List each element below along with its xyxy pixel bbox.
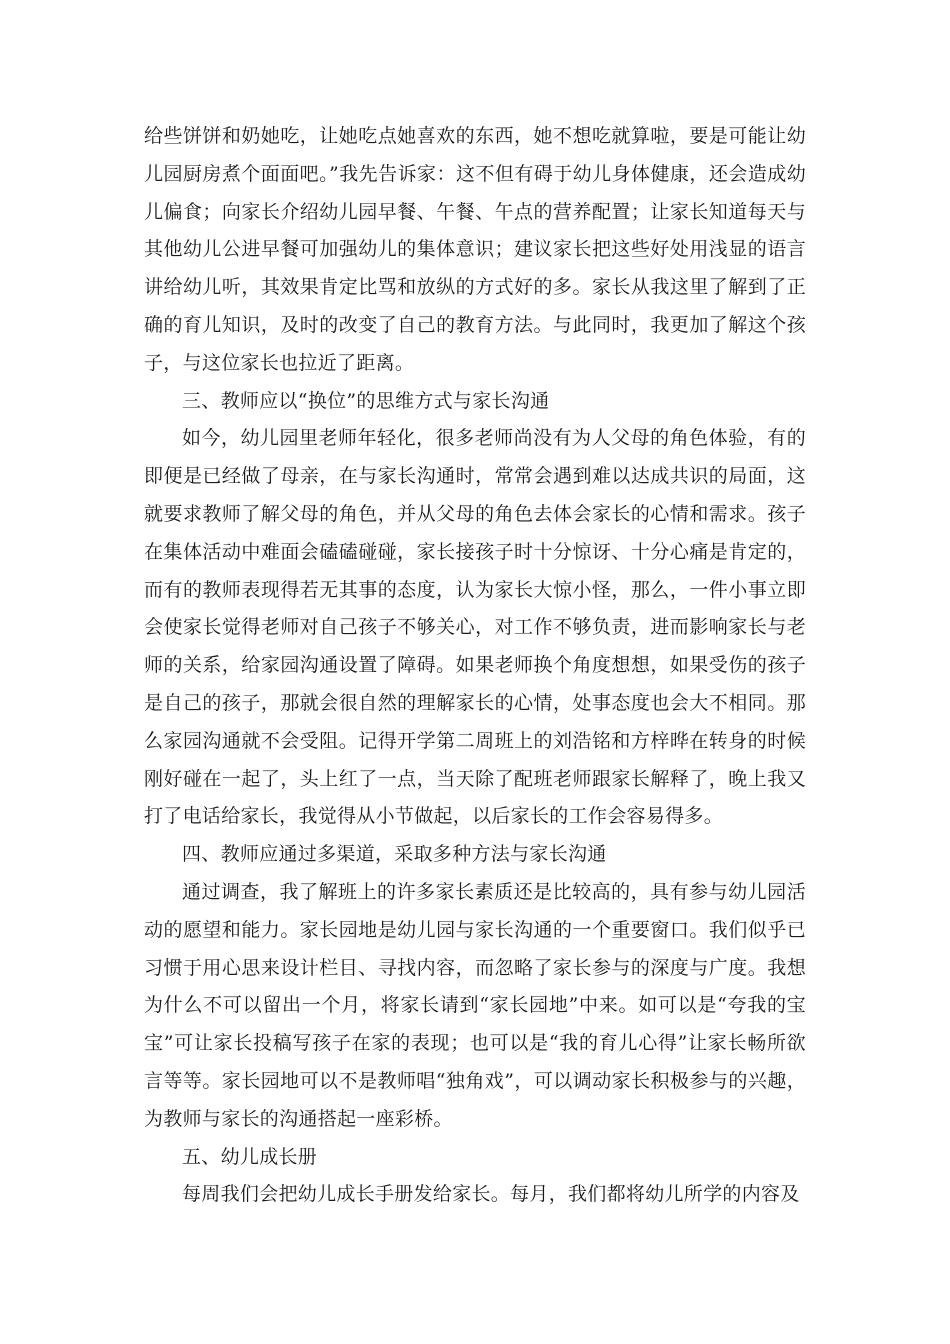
paragraph-body: 给些饼饼和奶她吃，让她吃点她喜欢的东西，她不想吃就算啦，要是可能让幼儿园厨房煮个面面吧。”我先告诉家：这不但有碍于幼儿身体健康，还会造成幼儿偏食；向家长介绍幼儿园早餐、午餐、午点的营养配置；让家长知道每天与其他幼儿公进早餐可加强幼儿的集体意识；建议家长把这些好处用浅显的语言讲给幼儿听，其效果肯定比骂和放纵的方式好的多。家长从我这里了解到了正确的育儿知识，及时的改变了自己的教育方法。与此同时，我更加了解这个孩子，与这位家长也拉近了距离。	[144, 125, 806, 374]
section-heading-five: 五、幼儿成长册	[182, 1145, 318, 1168]
paragraph-body: 通过调查，我了解班上的许多家长素质还是比较高的，具有参与幼儿园活动的愿望和能力。家长园地是幼儿园与家长沟通的一个重要窗口。我们似乎已习惯于用心思来设计栏目、寻找内容，而忽略了家长参与的深度与广度。我想为什么不可以留出一个月，将家长请到“家长园地”中来。如可以是“夸我的宝宝”可让家长投稿写孩子在家的表现；也可以是“我的育儿心得”让家长畅所欲言等等。家长园地可以不是教师唱“独角戏”，可以调动家长积极参与的兴趣，为教师与家长的沟通搭起一座彩桥。	[144, 880, 806, 1130]
document-page	[144, 118, 806, 1214]
section-heading-four: 四、教师应通过多渠道，采取多种方法与家长沟通	[182, 843, 607, 866]
paragraph-body: 如今，幼儿园里老师年轻化，很多老师尚没有为人父母的角色体验，有的即便是已经做了母亲，在与家长沟通时，常常会遇到难以达成共识的局面，这就要求教师了解父母的角色，并从父母的角色去体会家长的心情和需求。孩子在集体活动中难面会磕磕碰碰，家长接孩子时十分惊讶、十分心痛是肯定的，而有的教师表现得若无其事的态度，认为家长大惊小怪，那么，一件小事立即会使家长觉得老师对自己孩子不够关心，对工作不够负责，进而影响家长与老师的关系，给家园沟通设置了障碍。如果老师换个角度想想，如果受伤的孩子是自己的孩子，那就会很自然的理解家长的心情，处事态度也会大不相同。那么家园沟通就不会受阻。记得开学第二周班上的刘浩铭和方梓晔在转身的时候刚好碰在一起了，头上红了一点，当天除了配班老师跟家长解释了，晚上我又打了电话给家长，我觉得从小节做起，以后家长的工作会容易得多。	[144, 427, 806, 828]
section-heading-three: 三、教师应以“换位”的思维方式与家长沟通	[182, 389, 550, 412]
paragraph-body: 每周我们会把幼儿成长手册发给家长。每月，我们都将幼儿所学的内容及	[182, 1183, 800, 1206]
